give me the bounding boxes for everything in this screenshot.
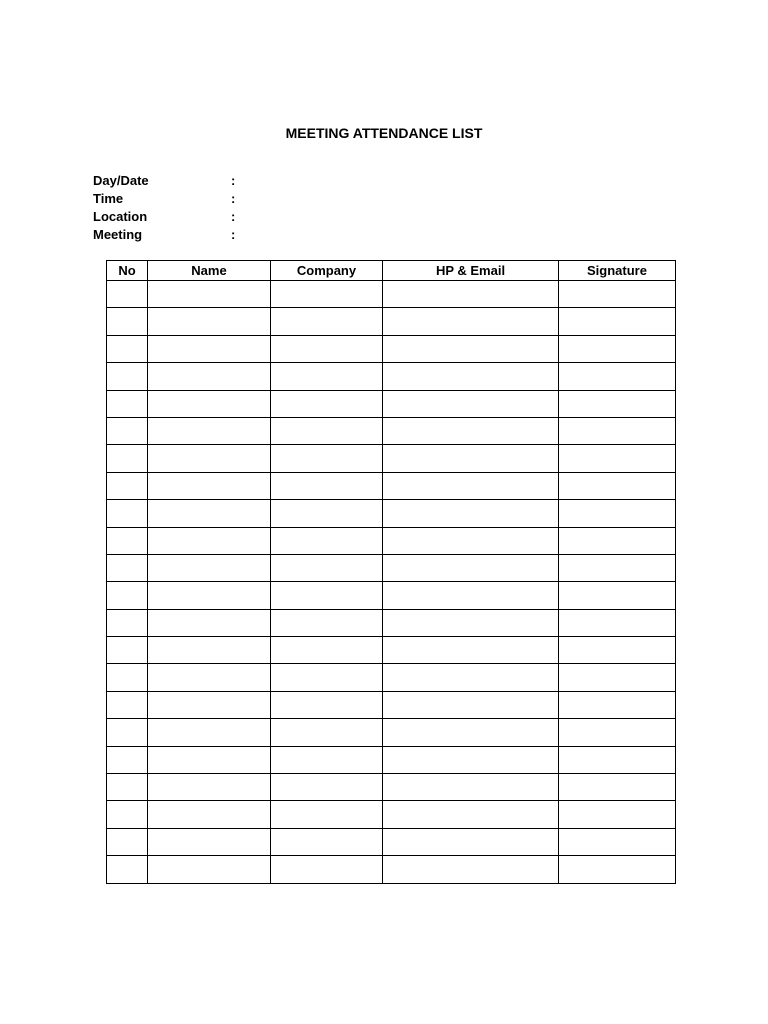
cell-company[interactable] [271, 719, 383, 746]
cell-name[interactable] [148, 554, 271, 581]
table-row [107, 719, 676, 746]
cell-company[interactable] [271, 390, 383, 417]
cell-no[interactable] [107, 335, 148, 362]
cell-hp-email[interactable] [383, 719, 559, 746]
cell-name[interactable] [148, 609, 271, 636]
cell-no[interactable] [107, 609, 148, 636]
cell-signature[interactable] [559, 500, 676, 527]
cell-company[interactable] [271, 856, 383, 883]
cell-signature[interactable] [559, 774, 676, 801]
cell-company[interactable] [271, 500, 383, 527]
cell-signature[interactable] [559, 281, 676, 308]
cell-hp-email[interactable] [383, 637, 559, 664]
cell-hp-email[interactable] [383, 609, 559, 636]
table-body [107, 281, 676, 884]
cell-no[interactable] [107, 774, 148, 801]
cell-signature[interactable] [559, 856, 676, 883]
location-colon: : [231, 209, 236, 224]
cell-no[interactable] [107, 363, 148, 390]
cell-hp-email[interactable] [383, 801, 559, 828]
cell-name[interactable] [148, 856, 271, 883]
cell-company[interactable] [271, 472, 383, 499]
cell-hp-email[interactable] [383, 308, 559, 335]
cell-hp-email[interactable] [383, 417, 559, 444]
table-row [107, 774, 676, 801]
cell-company[interactable] [271, 774, 383, 801]
cell-hp-email[interactable] [383, 691, 559, 718]
table-row [107, 856, 676, 883]
cell-signature[interactable] [559, 445, 676, 472]
cell-company[interactable] [271, 746, 383, 773]
cell-no[interactable] [107, 500, 148, 527]
cell-name[interactable] [148, 308, 271, 335]
cell-name[interactable] [148, 582, 271, 609]
cell-hp-email[interactable] [383, 335, 559, 362]
cell-name[interactable] [148, 472, 271, 499]
header-hp-email: HP & Email [383, 261, 559, 281]
cell-no[interactable] [107, 527, 148, 554]
time-colon: : [231, 191, 236, 206]
table-row [107, 664, 676, 691]
cell-hp-email[interactable] [383, 774, 559, 801]
cell-no[interactable] [107, 582, 148, 609]
table-row [107, 335, 676, 362]
cell-name[interactable] [148, 500, 271, 527]
table-row [107, 746, 676, 773]
cell-name[interactable] [148, 828, 271, 855]
cell-signature[interactable] [559, 828, 676, 855]
cell-company[interactable] [271, 637, 383, 664]
table-row [107, 582, 676, 609]
table-row [107, 417, 676, 444]
header-company: Company [271, 261, 383, 281]
cell-signature[interactable] [559, 417, 676, 444]
cell-hp-email[interactable] [383, 664, 559, 691]
cell-no[interactable] [107, 390, 148, 417]
day-date-label: Day/Date [93, 173, 149, 188]
cell-name[interactable] [148, 445, 271, 472]
cell-company[interactable] [271, 417, 383, 444]
cell-hp-email[interactable] [383, 445, 559, 472]
cell-signature[interactable] [559, 554, 676, 581]
cell-signature[interactable] [559, 582, 676, 609]
cell-name[interactable] [148, 335, 271, 362]
meeting-colon: : [231, 227, 236, 242]
table-header-row [107, 261, 676, 281]
cell-no[interactable] [107, 308, 148, 335]
cell-company[interactable] [271, 363, 383, 390]
cell-company[interactable] [271, 801, 383, 828]
header-no: No [107, 261, 148, 281]
table-row [107, 637, 676, 664]
cell-hp-email[interactable] [383, 828, 559, 855]
header-signature: Signature [559, 261, 676, 281]
cell-company[interactable] [271, 281, 383, 308]
table-row [107, 554, 676, 581]
table-row [107, 390, 676, 417]
cell-no[interactable] [107, 856, 148, 883]
cell-signature[interactable] [559, 472, 676, 499]
cell-company[interactable] [271, 609, 383, 636]
cell-signature[interactable] [559, 527, 676, 554]
cell-company[interactable] [271, 335, 383, 362]
table-row [107, 691, 676, 718]
cell-hp-email[interactable] [383, 856, 559, 883]
cell-no[interactable] [107, 472, 148, 499]
cell-company[interactable] [271, 445, 383, 472]
cell-signature[interactable] [559, 308, 676, 335]
cell-signature[interactable] [559, 801, 676, 828]
table-row [107, 308, 676, 335]
time-label: Time [93, 191, 124, 206]
cell-company[interactable] [271, 664, 383, 691]
cell-name[interactable] [148, 363, 271, 390]
cell-name[interactable] [148, 281, 271, 308]
cell-hp-email[interactable] [383, 500, 559, 527]
cell-signature[interactable] [559, 719, 676, 746]
cell-signature[interactable] [559, 363, 676, 390]
cell-signature[interactable] [559, 691, 676, 718]
cell-hp-email[interactable] [383, 472, 559, 499]
attendance-table [106, 260, 676, 884]
cell-name[interactable] [148, 719, 271, 746]
cell-no[interactable] [107, 417, 148, 444]
cell-signature[interactable] [559, 335, 676, 362]
cell-no[interactable] [107, 281, 148, 308]
cell-hp-email[interactable] [383, 746, 559, 773]
cell-no[interactable] [107, 664, 148, 691]
cell-hp-email[interactable] [383, 281, 559, 308]
cell-signature[interactable] [559, 637, 676, 664]
cell-hp-email[interactable] [383, 363, 559, 390]
cell-no[interactable] [107, 828, 148, 855]
cell-no[interactable] [107, 445, 148, 472]
cell-company[interactable] [271, 691, 383, 718]
table-row [107, 828, 676, 855]
cell-company[interactable] [271, 308, 383, 335]
cell-hp-email[interactable] [383, 582, 559, 609]
cell-name[interactable] [148, 390, 271, 417]
table-row [107, 609, 676, 636]
cell-no[interactable] [107, 801, 148, 828]
table-row [107, 472, 676, 499]
table-row [107, 527, 676, 554]
cell-name[interactable] [148, 774, 271, 801]
cell-hp-email[interactable] [383, 554, 559, 581]
cell-no[interactable] [107, 746, 148, 773]
cell-no[interactable] [107, 691, 148, 718]
cell-signature[interactable] [559, 390, 676, 417]
cell-signature[interactable] [559, 664, 676, 691]
cell-company[interactable] [271, 582, 383, 609]
cell-name[interactable] [148, 527, 271, 554]
table-row [107, 500, 676, 527]
cell-no[interactable] [107, 637, 148, 664]
cell-company[interactable] [271, 527, 383, 554]
day-date-colon: : [231, 173, 236, 188]
cell-hp-email[interactable] [383, 527, 559, 554]
cell-company[interactable] [271, 554, 383, 581]
page-title: MEETING ATTENDANCE LIST [285, 125, 483, 141]
table-row [107, 801, 676, 828]
table-row [107, 445, 676, 472]
cell-no[interactable] [107, 719, 148, 746]
cell-name[interactable] [148, 746, 271, 773]
cell-signature[interactable] [559, 609, 676, 636]
cell-name[interactable] [148, 691, 271, 718]
cell-name[interactable] [148, 664, 271, 691]
cell-name[interactable] [148, 801, 271, 828]
cell-name[interactable] [148, 417, 271, 444]
location-label: Location [93, 209, 148, 224]
cell-name[interactable] [148, 637, 271, 664]
cell-signature[interactable] [559, 746, 676, 773]
header-name: Name [148, 261, 271, 281]
cell-company[interactable] [271, 828, 383, 855]
cell-hp-email[interactable] [383, 390, 559, 417]
table-row [107, 363, 676, 390]
meeting-label: Meeting [93, 227, 143, 242]
cell-no[interactable] [107, 554, 148, 581]
table-row [107, 281, 676, 308]
